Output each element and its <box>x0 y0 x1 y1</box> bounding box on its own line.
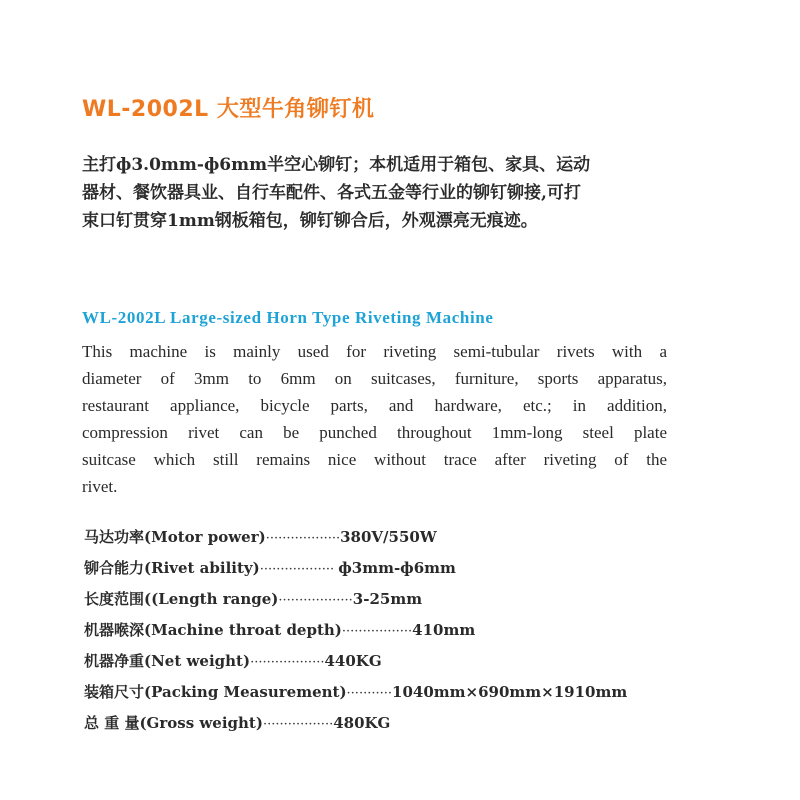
spec-row-throat-depth <box>84 619 684 650</box>
spec-leader-dots: ·················· <box>250 655 325 670</box>
desc-en-line: rivet. <box>82 477 118 496</box>
spec-row-packing-measurement <box>84 681 684 712</box>
spec-leader-dots: ··········· <box>346 686 393 701</box>
desc-cn-line: 器材、餐饮器具业、自行车配件、各式五金等行业的铆钉铆接,可打 <box>82 183 581 203</box>
spec-value: 380V/550W <box>340 528 437 546</box>
desc-en-line: compression rivet can be punched throughout 1mm-long steel plate <box>82 423 667 442</box>
spec-label: 马达功率(Motor power) <box>84 528 266 546</box>
spec-leader-dots: ················· <box>262 717 334 732</box>
spec-label: 机器喉深(Machine throat depth) <box>84 621 342 639</box>
desc-en-line: This machine is mainly used for riveting semi-tubular rivets with a <box>82 342 667 361</box>
description-english <box>82 338 667 500</box>
spec-leader-dots: ·················· <box>265 531 341 546</box>
spec-label: 总 重 量(Gross weight) <box>84 714 263 732</box>
spec-value: 3-25mm <box>352 590 423 608</box>
spec-label: 铆合能力(Rivet ability) <box>84 559 260 577</box>
spec-list <box>84 526 684 743</box>
spec-leader-dots: ·················· <box>278 593 353 608</box>
spec-label: 机器净重(Net weight) <box>84 652 251 670</box>
desc-en-line: suitcase which still remains nice without trace after riveting of the <box>82 450 667 469</box>
spec-leader-dots: ················· <box>341 624 413 639</box>
desc-cn-line: 主打ф3.0mm-ф6mm半空心铆钉；本机适用于箱包、家具、运动 <box>82 155 591 175</box>
spec-row-net-weight <box>84 650 684 681</box>
spec-value: 410mm <box>412 621 476 639</box>
title-english: WL-2002L Large-sized Horn Type Riveting Machine <box>82 308 494 327</box>
spec-value: 480KG <box>333 714 391 732</box>
spec-row-gross-weight <box>84 712 684 743</box>
desc-en-line: restaurant appliance, bicycle parts, and hardware, etc.; in addition, <box>82 396 667 415</box>
description-chinese <box>82 151 682 235</box>
spec-value: 440KG <box>324 652 382 670</box>
spec-label: 长度范围((Length range) <box>84 590 279 608</box>
desc-en-line: diameter of 3mm to 6mm on suitcases, furniture, sports apparatus, <box>82 369 667 388</box>
spec-row-motor-power <box>84 526 684 557</box>
spec-leader-dots: ·················· <box>259 562 339 577</box>
desc-cn-line: 束口钉贯穿1mm钢板箱包，铆钉铆合后，外观漂亮无痕迹。 <box>82 211 538 231</box>
title-chinese: WL-2002L 大型牛角铆钉机 <box>82 97 375 122</box>
spec-value: ф3mm-ф6mm <box>338 559 456 577</box>
spec-row-length-range <box>84 588 684 619</box>
spec-label: 装箱尺寸(Packing Measurement) <box>84 683 347 701</box>
spec-row-rivet-ability <box>84 557 684 588</box>
spec-value: 1040mm×690mm×1910mm <box>392 683 628 701</box>
